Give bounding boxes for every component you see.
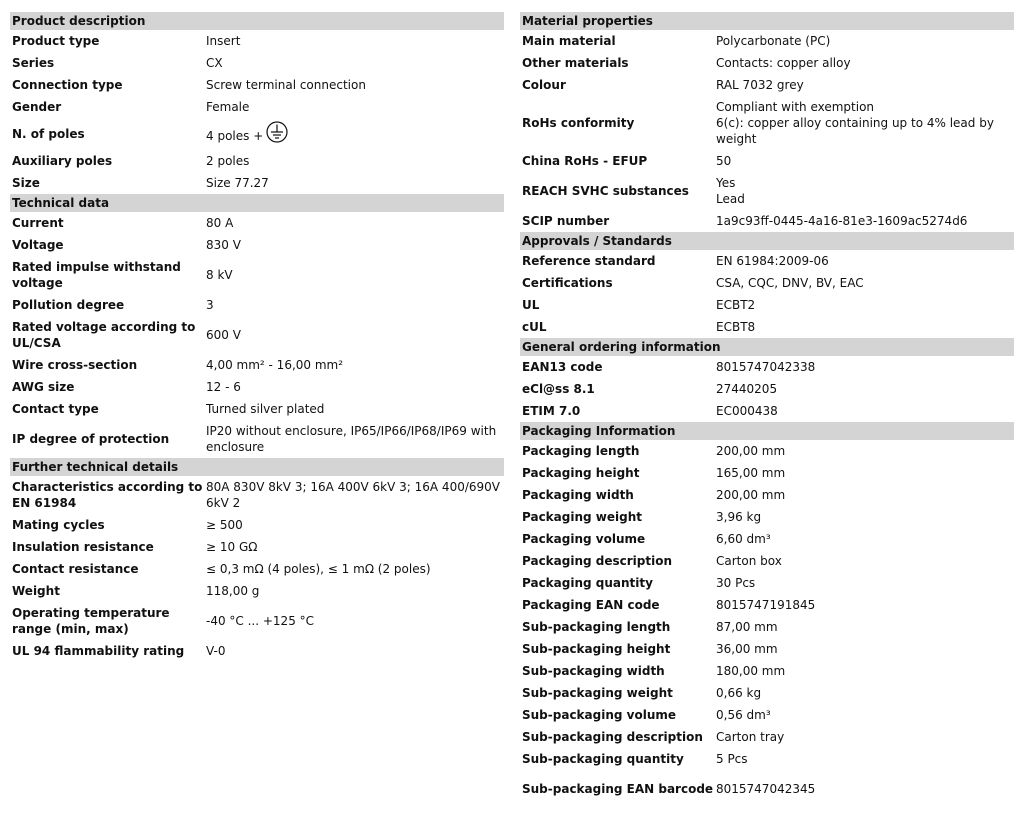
spec-label: Sub-packaging weight: [522, 686, 673, 700]
spec-label: Wire cross-section: [12, 358, 138, 372]
spec-value: [716, 274, 1014, 292]
spec-value-text: ≥ 10 GΩ: [206, 540, 258, 554]
spec-value: [206, 296, 504, 314]
spec-value: [206, 120, 504, 148]
spec-value: [716, 212, 1014, 230]
spec-value-text: 0,66 kg: [716, 686, 762, 700]
spec-row-sub-packaging-weight: [520, 682, 1014, 704]
spec-value-text: 2 poles: [206, 154, 250, 168]
spec-label: Weight: [12, 584, 60, 598]
spec-value-text: Carton box: [716, 554, 782, 568]
spec-label: Sub-packaging width: [522, 664, 665, 678]
spec-row-sub-packaging-description: [520, 726, 1014, 748]
spec-value: [206, 326, 504, 344]
spec-value-text: 87,00 mm: [716, 620, 778, 634]
spec-value-text: ECBT2: [716, 298, 756, 312]
section-product-description: [10, 12, 504, 194]
spec-value: [716, 750, 1014, 768]
spec-value: [716, 442, 1014, 460]
spec-value-text: 6,60 dm³: [716, 532, 771, 546]
spec-row-product-type: [10, 30, 504, 52]
spec-label: Connection type: [12, 78, 123, 92]
spec-value: [716, 358, 1014, 376]
spec-row-colour: [520, 74, 1014, 96]
spec-row-reference-standard: [520, 250, 1014, 272]
spec-value: [716, 706, 1014, 724]
spec-value-text: 8015747191845: [716, 598, 816, 612]
spec-value: [206, 32, 504, 50]
spec-value-text: -40 °C ... +125 °C: [206, 614, 315, 628]
spec-row-wire-cross-section: [10, 354, 504, 376]
spec-value-text: Turned silver plated: [206, 402, 325, 416]
spec-label: Colour: [522, 78, 566, 92]
section-packaging-information: [520, 422, 1014, 808]
spec-value-text: Insert: [206, 34, 241, 48]
spec-label: Size: [12, 176, 40, 190]
section-approvals-standards: [520, 232, 1014, 338]
spec-value-text: 27440205: [716, 382, 778, 396]
spec-label: Series: [12, 56, 55, 70]
spec-row-characteristics-according-to-en-61984: [10, 476, 504, 514]
spec-value: [206, 478, 504, 512]
spec-value: [716, 54, 1014, 72]
spec-label: Sub-packaging volume: [522, 708, 677, 722]
spec-label: Packaging weight: [522, 510, 642, 524]
spec-value: [206, 612, 504, 630]
spec-value: [206, 356, 504, 374]
spec-value: [206, 642, 504, 660]
spec-label: Contact type: [12, 402, 99, 416]
section-header: Technical data: [10, 194, 504, 212]
spec-label: eCl@ss 8.1: [522, 382, 595, 396]
spec-row-auxiliary-poles: [10, 150, 504, 172]
spec-label: Gender: [12, 100, 62, 114]
spec-label: UL: [522, 298, 540, 312]
spec-row-awg-size: [10, 376, 504, 398]
section-further-technical-details: [10, 458, 504, 662]
spec-value-text: 4 poles +: [206, 129, 264, 143]
spec-value-text: EC000438: [716, 404, 778, 418]
spec-value-text: ≥ 500: [206, 518, 243, 532]
section-general-ordering-information: [520, 338, 1014, 422]
spec-row-contact-type: [10, 398, 504, 420]
spec-row-packaging-volume: [520, 528, 1014, 550]
spec-row-pollution-degree: [10, 294, 504, 316]
spec-row-sub-packaging-ean-barcode: [520, 770, 1014, 808]
spec-value-text: V-0: [206, 644, 226, 658]
spec-value: [206, 378, 504, 396]
spec-row-sub-packaging-quantity: [520, 748, 1014, 770]
spec-value: [206, 400, 504, 418]
spec-value-text: 30 Pcs: [716, 576, 756, 590]
spec-value: [716, 684, 1014, 702]
spec-value: [716, 152, 1014, 170]
spec-value: [716, 728, 1014, 746]
spec-label: Sub-packaging description: [522, 730, 703, 744]
spec-value: [716, 98, 1014, 148]
spec-value-text: Carton tray: [716, 730, 785, 744]
spec-value-text: Size 77.27: [206, 176, 269, 190]
spec-value: [716, 76, 1014, 94]
section-material-properties: [520, 12, 1014, 232]
spec-row-scip-number: [520, 210, 1014, 232]
spec-label: Packaging EAN code: [522, 598, 660, 612]
spec-label: Packaging description: [522, 554, 673, 568]
spec-value-text: 180,00 mm: [716, 664, 786, 678]
spec-row-operating-temperature-range-min-max: [10, 602, 504, 640]
spec-label: EAN13 code: [522, 360, 603, 374]
spec-value: [206, 214, 504, 232]
spec-label: Operating temperature range (min, max): [12, 606, 170, 636]
spec-value-text: 50: [716, 154, 732, 168]
spec-row-sub-packaging-width: [520, 660, 1014, 682]
spec-label: Rated impulse withstand voltage: [12, 260, 181, 290]
spec-value: [716, 32, 1014, 50]
spec-value: [716, 618, 1014, 636]
spec-label: Packaging height: [522, 466, 640, 480]
spec-value-text: 200,00 mm: [716, 488, 786, 502]
spec-value-text: 80 A: [206, 216, 234, 230]
spec-value: [716, 552, 1014, 570]
spec-label: ETIM 7.0: [522, 404, 581, 418]
spec-row-other-materials: [520, 52, 1014, 74]
spec-value: [716, 174, 1014, 208]
spec-value-text: Screw terminal connection: [206, 78, 366, 92]
spec-value-text: 1a9c93ff-0445-4a16-81e3-1609ac5274d6: [716, 214, 968, 228]
spec-value: [206, 516, 504, 534]
spec-label: cUL: [522, 320, 547, 334]
spec-value-text: Yes: [716, 176, 736, 190]
spec-label: Current: [12, 216, 64, 230]
spec-row-size: [10, 172, 504, 194]
spec-label: SCIP number: [522, 214, 610, 228]
spec-row-ul: [520, 294, 1014, 316]
spec-value: [206, 560, 504, 578]
spec-row-sub-packaging-volume: [520, 704, 1014, 726]
spec-row-packaging-width: [520, 484, 1014, 506]
spec-label: Product type: [12, 34, 100, 48]
spec-row-packaging-quantity: [520, 572, 1014, 594]
spec-value-text: 8015747042338: [716, 360, 816, 374]
spec-label: Contact resistance: [12, 562, 139, 576]
spec-label: N. of poles: [12, 127, 85, 141]
spec-row-ul-94-flammability-rating: [10, 640, 504, 662]
spec-value-text: Contacts: copper alloy: [716, 56, 851, 70]
spec-value-text: Female: [206, 100, 250, 114]
spec-value-text: 118,00 g: [206, 584, 260, 598]
spec-label: Pollution degree: [12, 298, 125, 312]
spec-row-main-material: [520, 30, 1014, 52]
spec-value-text: CX: [206, 56, 223, 70]
spec-value: [206, 98, 504, 116]
spec-label: Sub-packaging length: [522, 620, 671, 634]
spec-label: China RoHs - EFUP: [522, 154, 648, 168]
spec-row-mating-cycles: [10, 514, 504, 536]
spec-row-n-of-poles: [10, 118, 504, 150]
spec-value: [206, 76, 504, 94]
spec-row-connection-type: [10, 74, 504, 96]
spec-value-text: 36,00 mm: [716, 642, 778, 656]
spec-row-rohs-conformity: [520, 96, 1014, 150]
spec-row-ip-degree-of-protection: [10, 420, 504, 458]
spec-value-text: 8015747042345: [716, 782, 816, 796]
spec-label: Reference standard: [522, 254, 656, 268]
section-header: Packaging Information: [520, 422, 1014, 440]
spec-label: RoHs conformity: [522, 116, 635, 130]
spec-value-text: Compliant with exemption: [716, 100, 875, 114]
spec-value: [716, 640, 1014, 658]
spec-value: [206, 266, 504, 284]
spec-label: Packaging quantity: [522, 576, 653, 590]
spec-value-text: ECBT8: [716, 320, 756, 334]
spec-row-weight: [10, 580, 504, 602]
spec-row-ecl-ss-8-1: [520, 378, 1014, 400]
section-header: Material properties: [520, 12, 1014, 30]
spec-label: AWG size: [12, 380, 75, 394]
spec-value-text: CSA, CQC, DNV, BV, EAC: [716, 276, 864, 290]
spec-label: Packaging volume: [522, 532, 646, 546]
spec-value-text: RAL 7032 grey: [716, 78, 804, 92]
spec-row-current: [10, 212, 504, 234]
spec-row-gender: [10, 96, 504, 118]
spec-row-cul: [520, 316, 1014, 338]
spec-value-text: EN 61984:2009-06: [716, 254, 829, 268]
spec-value: [716, 662, 1014, 680]
spec-value-text: ≤ 0,3 mΩ (4 poles), ≤ 1 mΩ (2 poles): [206, 562, 431, 576]
spec-label: Insulation resistance: [12, 540, 154, 554]
spec-value: [206, 174, 504, 192]
spec-value: [716, 402, 1014, 420]
spec-value-text: Lead: [716, 192, 745, 206]
section-header: Product description: [10, 12, 504, 30]
spec-label: Characteristics according to EN 61984: [12, 480, 203, 510]
spec-value-text: 5 Pcs: [716, 752, 748, 766]
spec-row-rated-voltage-according-to-ul-csa: [10, 316, 504, 354]
spec-value: [206, 582, 504, 600]
spec-label: Rated voltage according to UL/CSA: [12, 320, 196, 350]
spec-value: [716, 380, 1014, 398]
spec-label: Sub-packaging EAN barcode: [522, 782, 714, 796]
spec-value-text: 3: [206, 298, 214, 312]
ground-symbol-icon: [266, 121, 288, 147]
section-header: Further technical details: [10, 458, 504, 476]
spec-row-voltage: [10, 234, 504, 256]
spec-label: Main material: [522, 34, 616, 48]
spec-value: [716, 318, 1014, 336]
spec-label: Other materials: [522, 56, 629, 70]
spec-value: [206, 538, 504, 556]
spec-value: [716, 530, 1014, 548]
spec-value-text: 80A 830V 8kV 3; 16A 400V 6kV 3; 16A 400/690V 6kV 2: [206, 480, 500, 510]
spec-value-text: Polycarbonate (PC): [716, 34, 831, 48]
spec-value-text: 600 V: [206, 328, 241, 342]
left-column: [10, 12, 504, 662]
spec-value: [716, 780, 1014, 798]
spec-row-reach-svhc-substances: [520, 172, 1014, 210]
spec-row-series: [10, 52, 504, 74]
spec-value: [716, 596, 1014, 614]
spec-value: [716, 486, 1014, 504]
spec-value: [206, 236, 504, 254]
spec-label: IP degree of protection: [12, 432, 170, 446]
right-column: [520, 12, 1014, 808]
spec-value: [716, 508, 1014, 526]
section-header: Approvals / Standards: [520, 232, 1014, 250]
spec-value: [206, 152, 504, 170]
spec-value-text: 165,00 mm: [716, 466, 786, 480]
spec-row-sub-packaging-length: [520, 616, 1014, 638]
spec-value-text: 3,96 kg: [716, 510, 762, 524]
spec-row-etim-7-0: [520, 400, 1014, 422]
spec-row-packaging-weight: [520, 506, 1014, 528]
spec-row-rated-impulse-withstand-voltage: [10, 256, 504, 294]
spec-value: [206, 422, 504, 456]
spec-label: UL 94 flammability rating: [12, 644, 185, 658]
spec-value-text: 4,00 mm² - 16,00 mm²: [206, 358, 344, 372]
spec-value: [716, 464, 1014, 482]
spec-row-packaging-ean-code: [520, 594, 1014, 616]
spec-label: Voltage: [12, 238, 64, 252]
spec-value-text: 830 V: [206, 238, 241, 252]
spec-row-ean13-code: [520, 356, 1014, 378]
spec-value-text: 12 - 6: [206, 380, 241, 394]
spec-label: Sub-packaging quantity: [522, 752, 684, 766]
spec-value-text: IP20 without enclosure, IP65/IP66/IP68/IP69 with enclosure: [206, 424, 497, 454]
spec-label: REACH SVHC substances: [522, 184, 689, 198]
spec-label: Sub-packaging height: [522, 642, 671, 656]
spec-row-contact-resistance: [10, 558, 504, 580]
spec-row-packaging-length: [520, 440, 1014, 462]
spec-value-text: 200,00 mm: [716, 444, 786, 458]
spec-label: Packaging width: [522, 488, 634, 502]
spec-row-china-rohs-efup: [520, 150, 1014, 172]
spec-label: Packaging length: [522, 444, 640, 458]
spec-row-packaging-height: [520, 462, 1014, 484]
spec-value: [716, 252, 1014, 270]
spec-row-insulation-resistance: [10, 536, 504, 558]
spec-label: Auxiliary poles: [12, 154, 113, 168]
spec-value-text: 8 kV: [206, 268, 233, 282]
section-header: General ordering information: [520, 338, 1014, 356]
spec-label: Certifications: [522, 276, 613, 290]
spec-value: [716, 296, 1014, 314]
spec-value-text: 6(c): copper alloy containing up to 4% lead by weight: [716, 116, 994, 146]
spec-row-certifications: [520, 272, 1014, 294]
section-technical-data: [10, 194, 504, 458]
spec-row-sub-packaging-height: [520, 638, 1014, 660]
spec-value: [206, 54, 504, 72]
spec-value: [716, 574, 1014, 592]
spec-row-packaging-description: [520, 550, 1014, 572]
spec-value-text: 0,56 dm³: [716, 708, 771, 722]
spec-label: Mating cycles: [12, 518, 105, 532]
